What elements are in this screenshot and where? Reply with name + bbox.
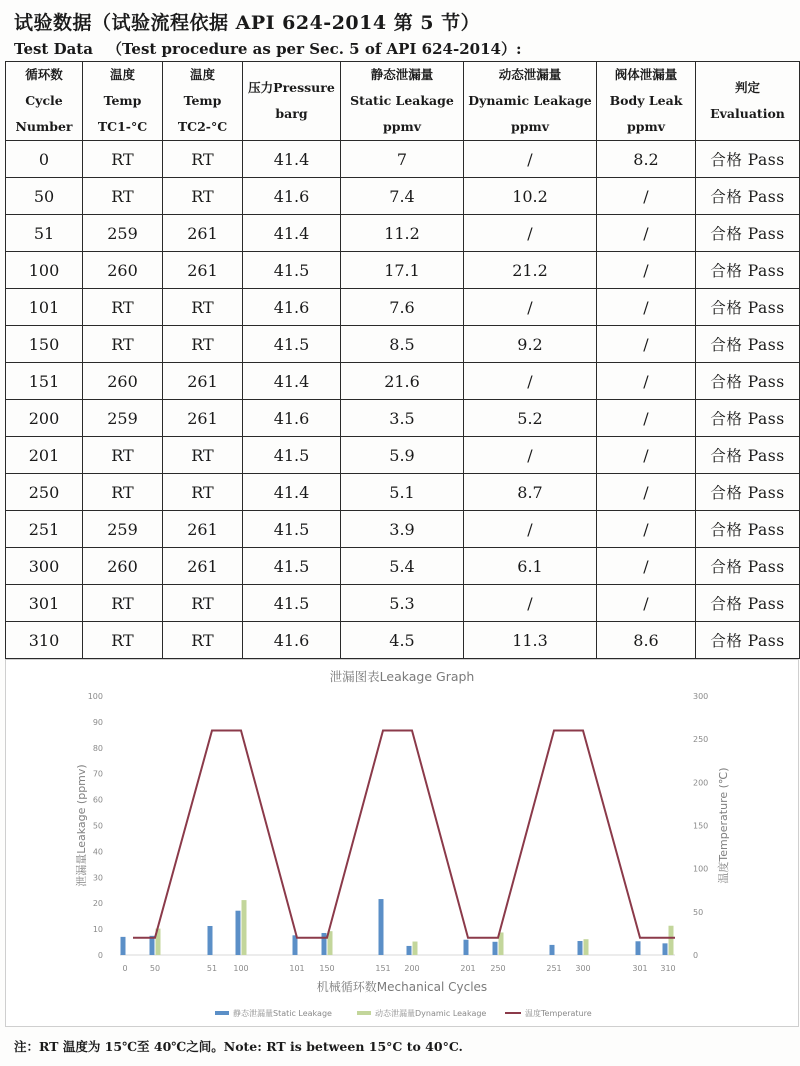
bar-dynamic-leakage <box>242 900 247 955</box>
bar-static-leakage <box>636 941 641 955</box>
table-row <box>6 363 800 400</box>
x-tick-label: 201 <box>460 964 476 973</box>
y-tick-label: 70 <box>92 769 103 779</box>
page-title-en <box>14 38 522 59</box>
cell-cycle: 310 <box>6 622 83 659</box>
cell-dynamic-leakage: 5.2 <box>464 400 597 437</box>
cell-pressure: 41.4 <box>243 215 341 252</box>
x-tick-label: 301 <box>632 964 648 973</box>
legend-static-swatch <box>215 1011 229 1015</box>
legend-temperature-label: 温度Temperature <box>525 1009 592 1018</box>
cell-temp-tc2: 261 <box>163 215 243 252</box>
y-tick-label: 50 <box>92 821 103 831</box>
cell-body-leak: / <box>597 585 696 622</box>
cell-cycle: 100 <box>6 252 83 289</box>
cell-evaluation: 合格 Pass <box>696 363 800 400</box>
footnote: 注：RT 温度为 15℃至 40℃之间。Note: RT is between 15°C to 40°C. <box>14 1039 463 1054</box>
x-tick-label: 100 <box>233 964 249 973</box>
cell-static-leakage: 17.1 <box>341 252 464 289</box>
cell-static-leakage: 5.4 <box>341 548 464 585</box>
y2-tick-label: 50 <box>693 907 704 917</box>
y-tick-label: 10 <box>92 925 103 935</box>
cell-pressure: 41.5 <box>243 585 341 622</box>
header-static-leakage: 静态泄漏量 Static Leakage ppmv <box>341 62 464 141</box>
cell-temp-tc1: 259 <box>83 511 163 548</box>
bar-dynamic-leakage <box>669 926 674 955</box>
table-row <box>6 548 800 585</box>
cell-temp-tc2: RT <box>163 178 243 215</box>
cell-temp-tc2: RT <box>163 326 243 363</box>
y-tick-label: 100 <box>87 692 103 701</box>
cell-body-leak: / <box>597 437 696 474</box>
cell-temp-tc1: 259 <box>83 400 163 437</box>
cell-pressure: 41.6 <box>243 178 341 215</box>
cell-evaluation: 合格 Pass <box>696 585 800 622</box>
cell-static-leakage: 5.9 <box>341 437 464 474</box>
cell-pressure: 41.5 <box>243 437 341 474</box>
y-tick-label: 0 <box>97 951 103 960</box>
cell-pressure: 41.5 <box>243 326 341 363</box>
cell-temp-tc2: 261 <box>163 548 243 585</box>
cell-dynamic-leakage: 10.2 <box>464 178 597 215</box>
x-axis-label: 机械循环数Mechanical Cycles <box>316 980 488 994</box>
cell-pressure: 41.4 <box>243 363 341 400</box>
y2-axis-label: 温度Temperature (℃) <box>717 767 730 884</box>
y2-tick-label: 250 <box>693 735 709 745</box>
page-title-cn: 试验数据（试验流程依据 API 624-2014 第 5 节） <box>14 12 481 34</box>
cell-dynamic-leakage: / <box>464 511 597 548</box>
bar-static-leakage <box>493 942 498 955</box>
y-tick-label: 80 <box>92 743 103 753</box>
cell-evaluation: 合格 Pass <box>696 252 800 289</box>
cell-temp-tc1: RT <box>83 178 163 215</box>
cell-temp-tc1: 260 <box>83 548 163 585</box>
y2-tick-label: 0 <box>693 951 699 960</box>
cell-dynamic-leakage: 9.2 <box>464 326 597 363</box>
cell-temp-tc2: RT <box>163 141 243 178</box>
cell-temp-tc1: RT <box>83 289 163 326</box>
cell-static-leakage: 3.5 <box>341 400 464 437</box>
cell-body-leak: / <box>597 400 696 437</box>
leakage-chart <box>5 659 799 1027</box>
cell-dynamic-leakage: / <box>464 585 597 622</box>
table-row <box>6 474 800 511</box>
cell-static-leakage: 5.1 <box>341 474 464 511</box>
cell-dynamic-leakage: 11.3 <box>464 622 597 659</box>
cell-temp-tc1: RT <box>83 437 163 474</box>
cell-static-leakage: 7 <box>341 141 464 178</box>
cell-temp-tc2: RT <box>163 585 243 622</box>
cell-temp-tc2: RT <box>163 622 243 659</box>
table-row <box>6 622 800 659</box>
chart-title: 泄漏图表Leakage Graph <box>329 669 475 684</box>
bar-static-leakage <box>578 941 583 955</box>
cell-cycle: 201 <box>6 437 83 474</box>
y2-tick-label: 300 <box>693 692 709 701</box>
x-tick-label: 250 <box>490 964 506 973</box>
table-row <box>6 437 800 474</box>
cell-cycle: 300 <box>6 548 83 585</box>
cell-evaluation: 合格 Pass <box>696 178 800 215</box>
table-row <box>6 400 800 437</box>
cell-dynamic-leakage: / <box>464 215 597 252</box>
cell-dynamic-leakage: 21.2 <box>464 252 597 289</box>
cell-static-leakage: 4.5 <box>341 622 464 659</box>
cell-evaluation: 合格 Pass <box>696 548 800 585</box>
y-axis-label: 泄漏量Leakage (ppmv) <box>75 764 88 887</box>
cell-body-leak: 8.6 <box>597 622 696 659</box>
bar-static-leakage <box>663 943 668 955</box>
cell-dynamic-leakage: / <box>464 289 597 326</box>
cell-static-leakage: 5.3 <box>341 585 464 622</box>
cell-body-leak: / <box>597 548 696 585</box>
cell-temp-tc2: 261 <box>163 363 243 400</box>
cell-pressure: 41.5 <box>243 252 341 289</box>
cell-cycle: 251 <box>6 511 83 548</box>
x-tick-label: 150 <box>319 964 335 973</box>
cell-dynamic-leakage: / <box>464 141 597 178</box>
header-temp-tc1: 温度 Temp TC1-°C <box>83 62 163 141</box>
y-tick-label: 30 <box>92 873 103 883</box>
y2-tick-label: 200 <box>693 778 709 788</box>
cell-evaluation: 合格 Pass <box>696 289 800 326</box>
bar-static-leakage <box>407 946 412 955</box>
bar-static-leakage <box>121 937 126 955</box>
cell-pressure: 41.6 <box>243 400 341 437</box>
header-dynamic-leakage: 动态泄漏量 Dynamic Leakage ppmv <box>464 62 597 141</box>
cell-temp-tc2: 261 <box>163 252 243 289</box>
cell-temp-tc1: RT <box>83 141 163 178</box>
cell-static-leakage: 3.9 <box>341 511 464 548</box>
cell-temp-tc2: 261 <box>163 511 243 548</box>
cell-evaluation: 合格 Pass <box>696 474 800 511</box>
cell-cycle: 50 <box>6 178 83 215</box>
cell-temp-tc1: RT <box>83 585 163 622</box>
cell-cycle: 151 <box>6 363 83 400</box>
y-tick-label: 40 <box>92 847 103 857</box>
x-tick-label: 50 <box>149 964 161 973</box>
cell-body-leak: / <box>597 511 696 548</box>
cell-pressure: 41.5 <box>243 511 341 548</box>
cell-dynamic-leakage: / <box>464 437 597 474</box>
cell-body-leak: / <box>597 252 696 289</box>
cell-cycle: 101 <box>6 289 83 326</box>
header-body-leak: 阀体泄漏量 Body Leak ppmv <box>597 62 696 141</box>
cell-static-leakage: 7.6 <box>341 289 464 326</box>
y-tick-label: 60 <box>92 795 103 805</box>
legend-dynamic-swatch <box>357 1011 371 1015</box>
bar-static-leakage <box>464 940 469 955</box>
cell-temp-tc1: 260 <box>83 252 163 289</box>
x-tick-label: 101 <box>289 964 305 973</box>
cell-cycle: 301 <box>6 585 83 622</box>
legend-static-label: 静态泄漏量Static Leakage <box>233 1009 332 1018</box>
legend-dynamic-label: 动态泄漏量Dynamic Leakage <box>375 1009 487 1018</box>
cell-body-leak: / <box>597 178 696 215</box>
cell-static-leakage: 11.2 <box>341 215 464 252</box>
cell-temp-tc2: 261 <box>163 400 243 437</box>
header-evaluation: 判定 Evaluation <box>696 62 800 141</box>
y-tick-label: 20 <box>92 899 103 909</box>
x-tick-label: 310 <box>660 964 676 973</box>
cell-cycle: 150 <box>6 326 83 363</box>
cell-evaluation: 合格 Pass <box>696 215 800 252</box>
cell-evaluation: 合格 Pass <box>696 437 800 474</box>
cell-pressure: 41.6 <box>243 622 341 659</box>
cell-temp-tc1: RT <box>83 474 163 511</box>
cell-body-leak: / <box>597 474 696 511</box>
table-header-row <box>6 62 800 141</box>
cell-body-leak: / <box>597 363 696 400</box>
leakage-chart-svg <box>5 659 799 1027</box>
bar-static-leakage <box>550 945 555 955</box>
cell-temp-tc2: RT <box>163 437 243 474</box>
table-row <box>6 289 800 326</box>
cell-body-leak: / <box>597 326 696 363</box>
x-tick-label: 151 <box>375 964 391 973</box>
header-pressure: 压力Pressure barg <box>243 62 341 141</box>
cell-static-leakage: 8.5 <box>341 326 464 363</box>
cell-evaluation: 合格 Pass <box>696 141 800 178</box>
table-row <box>6 178 800 215</box>
x-tick-label: 300 <box>575 964 591 973</box>
cell-pressure: 41.4 <box>243 141 341 178</box>
cell-temp-tc1: RT <box>83 326 163 363</box>
y2-tick-label: 100 <box>693 864 709 874</box>
bar-static-leakage <box>322 933 327 955</box>
x-tick-label: 51 <box>206 964 218 973</box>
x-tick-label: 251 <box>546 964 562 973</box>
cell-pressure: 41.4 <box>243 474 341 511</box>
cell-cycle: 0 <box>6 141 83 178</box>
cell-pressure: 41.5 <box>243 548 341 585</box>
bar-static-leakage <box>236 911 241 955</box>
cell-temp-tc1: 260 <box>83 363 163 400</box>
cell-body-leak: / <box>597 289 696 326</box>
table-row <box>6 215 800 252</box>
bar-static-leakage <box>208 926 213 955</box>
title-en-procedure: （Test procedure as per Sec. 5 of API 624-2014）: <box>106 40 522 58</box>
cell-temp-tc1: RT <box>83 622 163 659</box>
x-tick-label: 200 <box>404 964 420 973</box>
cell-dynamic-leakage: / <box>464 363 597 400</box>
bar-static-leakage <box>150 936 155 955</box>
cell-dynamic-leakage: 6.1 <box>464 548 597 585</box>
header-temp-tc2: 温度 Temp TC2-°C <box>163 62 243 141</box>
y2-tick-label: 150 <box>693 821 709 831</box>
table-row <box>6 326 800 363</box>
bar-dynamic-leakage <box>584 939 589 955</box>
table-row <box>6 511 800 548</box>
cell-cycle: 250 <box>6 474 83 511</box>
cell-body-leak: / <box>597 215 696 252</box>
cell-temp-tc2: RT <box>163 474 243 511</box>
header-cycle: 循环数 Cycle Number <box>6 62 83 141</box>
cell-static-leakage: 21.6 <box>341 363 464 400</box>
cell-static-leakage: 7.4 <box>341 178 464 215</box>
bar-dynamic-leakage <box>413 942 418 955</box>
cell-cycle: 51 <box>6 215 83 252</box>
test-data-table <box>5 61 800 659</box>
cell-pressure: 41.6 <box>243 289 341 326</box>
table-row <box>6 141 800 178</box>
cell-dynamic-leakage: 8.7 <box>464 474 597 511</box>
cell-temp-tc1: 259 <box>83 215 163 252</box>
cell-cycle: 200 <box>6 400 83 437</box>
bar-static-leakage <box>379 899 384 955</box>
table-row <box>6 252 800 289</box>
table-row <box>6 585 800 622</box>
cell-evaluation: 合格 Pass <box>696 400 800 437</box>
cell-evaluation: 合格 Pass <box>696 326 800 363</box>
cell-evaluation: 合格 Pass <box>696 622 800 659</box>
cell-evaluation: 合格 Pass <box>696 511 800 548</box>
y-tick-label: 90 <box>92 717 103 727</box>
x-tick-label: 0 <box>122 964 128 973</box>
cell-temp-tc2: RT <box>163 289 243 326</box>
title-en-label: Test Data <box>14 40 93 58</box>
cell-body-leak: 8.2 <box>597 141 696 178</box>
